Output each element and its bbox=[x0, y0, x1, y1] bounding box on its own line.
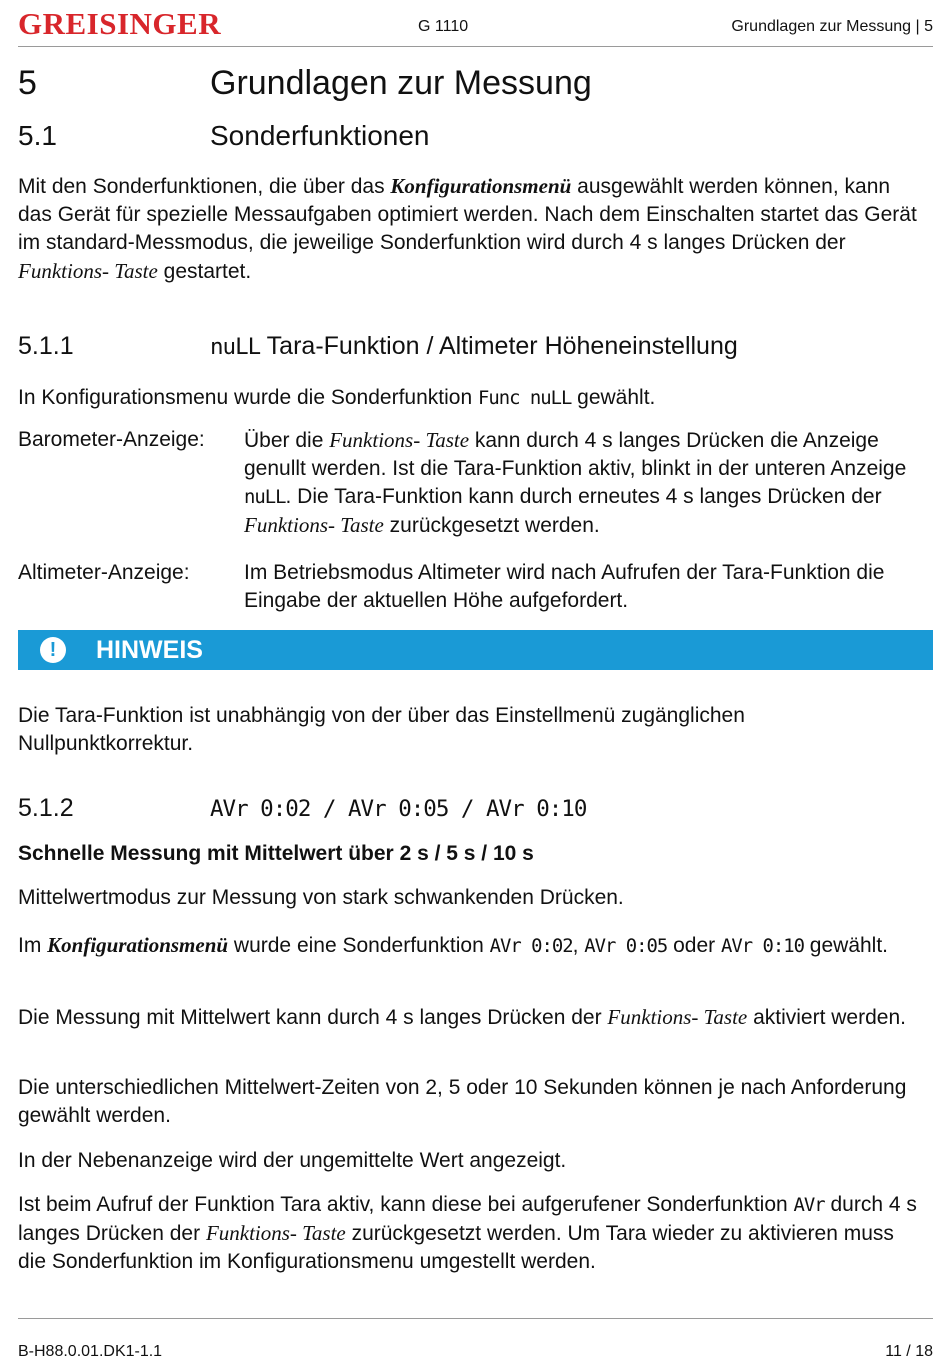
heading-section-5-1-1 bbox=[18, 332, 738, 361]
definition-term: Barometer-Anzeige: bbox=[18, 428, 205, 451]
paragraph-mittelwertmodus: Mittelwertmodus zur Messung von stark schwankenden Drücken. bbox=[18, 886, 624, 909]
text: wurde eine Sonderfunktion bbox=[228, 934, 490, 957]
paragraph-null-intro bbox=[18, 384, 925, 412]
greisinger-logo: GREISINGER bbox=[18, 6, 222, 41]
paragraph-tara-avr bbox=[18, 1191, 925, 1276]
lcd-display-text: AVr 0:05 bbox=[584, 935, 668, 957]
text: ausgewählt werden können, kann das Gerät für spezielle Messaufgaben optimiert werden. Nach dem Einschalten startet das Gerät im standard-Messmodus, die jeweilige Sonderfunktion wird durch 4 s langes Drücken der bbox=[18, 175, 917, 254]
heading-title: Grundlagen zur Messung bbox=[210, 64, 592, 102]
emphasis-funktions-taste: Funktions- Taste bbox=[329, 428, 470, 452]
emphasis-funktions-taste: Funktions- Taste bbox=[244, 513, 384, 537]
heading-number: 5.1.1 bbox=[18, 332, 74, 360]
page-header bbox=[18, 6, 933, 47]
text: Mit den Sonderfunktionen, die über das bbox=[18, 175, 391, 198]
document-id: G 1110 bbox=[418, 18, 469, 35]
text: kann durch 4 s langes Drücken die Anzeige genullt werden. Ist die Tara-Funktion aktiv, blinkt in der unteren Anzeige bbox=[244, 429, 907, 480]
text: aktiviert werden. bbox=[747, 1006, 906, 1029]
text: gewählt. bbox=[571, 386, 656, 409]
text: Die Messung mit Mittelwert kann durch 4 s langes Drücken der bbox=[18, 1006, 608, 1029]
text: In Konfigurationsmenu wurde die Sonderfunktion bbox=[18, 386, 478, 409]
text: . Die Tara-Funktion kann durch erneutes 4 s langes Drücken der bbox=[285, 485, 882, 508]
page-number: 11 / 18 bbox=[885, 1343, 933, 1360]
text: zurückgesetzt werden. Um Tara wieder zu aktivieren muss die Sonderfunktion im Konfigurationsmenu umgestellt werden. bbox=[18, 1222, 894, 1273]
text: gewählt. bbox=[803, 934, 889, 957]
heading-number: 5.1.2 bbox=[18, 794, 74, 822]
page-footer bbox=[18, 1318, 933, 1359]
lcd-display-text: nuLL bbox=[210, 334, 261, 360]
text: Über die bbox=[244, 429, 330, 452]
heading-section-5-1-2 bbox=[18, 794, 586, 823]
text: Im bbox=[18, 934, 48, 957]
text: durch 4 s langes Drücken der bbox=[18, 1193, 917, 1245]
lcd-display-text: nuLL bbox=[244, 486, 286, 508]
text: gestartet. bbox=[157, 260, 252, 283]
paragraph-aktivierung bbox=[18, 1003, 925, 1032]
lcd-display-text: AVr 0:02 bbox=[489, 935, 573, 957]
text: Ist beim Aufruf der Funktion Tara aktiv, kann diese bei aufgerufener Sonderfunktion bbox=[18, 1193, 794, 1216]
emphasis-funktions-taste: Funktions- Taste bbox=[607, 1005, 748, 1029]
lcd-display-text: AVr 0:02 / AVr 0:05 / AVr 0:10 bbox=[210, 796, 587, 822]
paragraph-mittelwert-zeiten: Die unterschiedlichen Mittelwert-Zeiten von 2, 5 oder 10 Sekunden können je nach Anforderung gewählt werden. bbox=[18, 1076, 907, 1127]
document-number: B-H88.0.01.DK1-1.1 bbox=[18, 1343, 163, 1360]
paragraph-konfiguration-avr bbox=[18, 931, 925, 960]
text: oder bbox=[667, 934, 721, 957]
text: , bbox=[572, 934, 585, 957]
text: zurückgesetzt werden. bbox=[383, 514, 600, 537]
heading-number: 5 bbox=[18, 64, 37, 102]
paragraph-nebenanzeige: In der Nebenanzeige wird der ungemittelte Wert angezeigt. bbox=[18, 1149, 567, 1172]
exclamation-icon: ! bbox=[40, 637, 66, 663]
paragraph-sonderfunktionen bbox=[18, 172, 925, 286]
header-section-ref: Grundlagen zur Messung | 5 bbox=[731, 18, 933, 35]
emphasis-funktions-taste: Funktions- Taste bbox=[18, 259, 158, 283]
heading-section-5-1 bbox=[18, 120, 430, 152]
heading-number: 5.1 bbox=[18, 120, 57, 151]
lcd-display-text: Func nuLL bbox=[477, 387, 572, 409]
lcd-display-text: AVr bbox=[793, 1194, 825, 1216]
definition-description bbox=[244, 426, 930, 540]
emphasis-konfigurationsmenu: Konfigurationsmenü bbox=[47, 933, 229, 957]
notice-text: Die Tara-Funktion ist unabhängig von der über das Einstellmenü zugänglichen Nullpunktkorrektur. bbox=[18, 704, 745, 755]
definition-description: Im Betriebsmodus Altimeter wird nach Aufrufen der Tara-Funktion die Eingabe der aktuellen Höhe aufgefordert. bbox=[244, 561, 885, 612]
emphasis-funktions-taste: Funktions- Taste bbox=[205, 1221, 346, 1245]
definition-term: Altimeter-Anzeige: bbox=[18, 561, 190, 584]
notice-label: HINWEIS bbox=[96, 636, 203, 664]
notice-banner bbox=[18, 630, 933, 670]
subheading-mittelwert: Schnelle Messung mit Mittelwert über 2 s / 5 s / 10 s bbox=[18, 842, 534, 865]
emphasis-konfigurationsmenu: Konfigurationsmenü bbox=[390, 174, 572, 198]
heading-title: Sonderfunktionen bbox=[210, 120, 430, 151]
lcd-display-text: AVr 0:10 bbox=[720, 935, 804, 957]
heading-section-5 bbox=[18, 64, 592, 103]
heading-title: Tara-Funktion / Altimeter Höheneinstellung bbox=[260, 332, 738, 360]
